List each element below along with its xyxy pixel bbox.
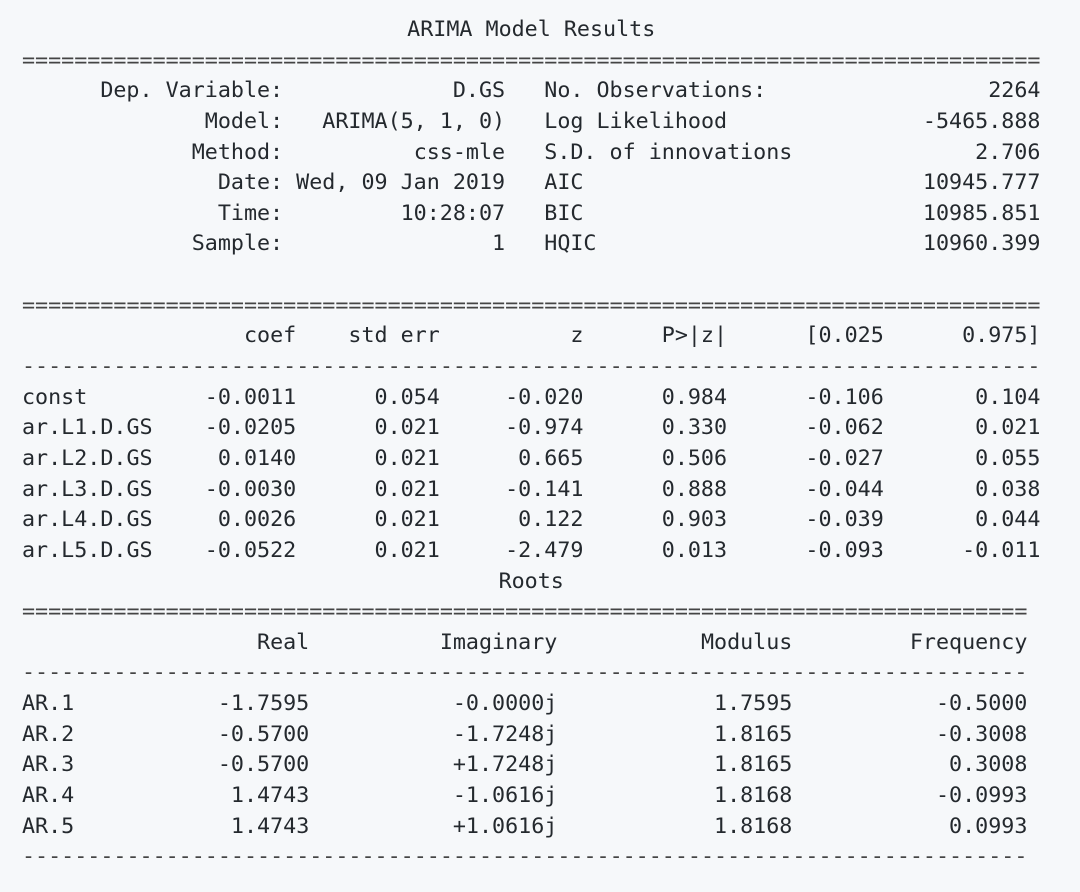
roots-cell: 1.8165 [714, 752, 793, 778]
coef-cell: 0.038 [975, 476, 1041, 502]
coef-header: z [570, 323, 584, 349]
coef-cell: -0.974 [505, 415, 584, 441]
coef-cell: 0.122 [518, 507, 584, 533]
coef-param-name: ar.L2.D.GS [22, 445, 153, 471]
root-name: AR.1 [22, 691, 75, 717]
coef-row [22, 413, 1040, 444]
arima-results-output [22, 15, 1040, 873]
summary-stat-value: -5465.888 [922, 108, 1041, 134]
coef-cell: -0.141 [505, 476, 584, 502]
roots-header-row [22, 628, 1040, 659]
coef-param-name: ar.L5.D.GS [22, 537, 153, 563]
coef-param-name: ar.L1.D.GS [22, 415, 153, 441]
roots-cell: -1.0616j [452, 783, 558, 809]
summary-stat-value: 2264 [988, 78, 1041, 104]
roots-cell: -0.0000j [452, 691, 558, 717]
summary-stat-label: BIC [544, 200, 584, 226]
root-name: AR.5 [22, 813, 75, 839]
summary-label: Time: [217, 200, 284, 226]
roots-cell: -0.5000 [935, 691, 1028, 717]
roots-cell: 0.0993 [949, 813, 1028, 839]
coef-cell: 0.888 [661, 476, 728, 502]
summary-label: Dep. Variable: [100, 78, 284, 104]
summary-row [22, 76, 1040, 107]
roots-row [22, 812, 1040, 843]
coef-row [22, 383, 1040, 414]
roots-header: Real [257, 629, 310, 655]
summary-row [22, 138, 1040, 169]
roots-cell: +1.0616j [452, 813, 558, 839]
coef-param-name: ar.L4.D.GS [22, 507, 153, 533]
coef-cell: 0.104 [975, 384, 1041, 410]
separator-double [22, 597, 1040, 628]
roots-cell: -0.5700 [217, 721, 310, 747]
roots-cell: 0.3008 [949, 752, 1028, 778]
coef-cell: 0.903 [661, 507, 728, 533]
root-name: AR.4 [22, 783, 75, 809]
summary-label: Method: [191, 139, 284, 165]
separator-double [22, 291, 1040, 322]
title-text: ARIMA Model Results [407, 17, 656, 42]
coef-cell: -0.062 [805, 415, 884, 441]
coef-cell: -0.0030 [204, 476, 297, 502]
roots-header: Modulus [700, 629, 793, 655]
coef-cell: -0.020 [505, 384, 584, 410]
summary-stat-label: AIC [544, 170, 584, 196]
root-name: AR.3 [22, 752, 75, 778]
separator-double-text: ============================================================================== [22, 47, 1041, 73]
summary-row [22, 168, 1040, 199]
summary-stat-value: 2.706 [975, 139, 1041, 165]
summary-stat-label: HQIC [544, 231, 597, 257]
roots-cell: 1.4743 [230, 813, 310, 839]
summary-stat-label: Log Likelihood [544, 108, 728, 134]
coef-cell: -2.479 [505, 537, 584, 563]
separator-single [22, 842, 1040, 873]
summary-stat-label: No. Observations: [544, 78, 767, 104]
roots-cell: 1.7595 [714, 691, 793, 717]
separator-double-text: ============================================================================= [22, 599, 1028, 625]
summary-value: Wed, 09 Jan 2019 [296, 170, 506, 196]
coef-cell: 0.055 [975, 445, 1041, 471]
coef-cell: 0.665 [518, 445, 584, 471]
separator-single [22, 658, 1040, 689]
coef-cell: -0.0205 [204, 415, 297, 441]
summary-label: Date: [217, 170, 284, 196]
coef-cell: 0.044 [975, 507, 1041, 533]
coef-cell: -0.093 [805, 537, 884, 563]
summary-row [22, 199, 1040, 230]
separator-single-text: ------------------------------------------------------------------------------ [22, 354, 1041, 380]
roots-cell: -0.3008 [935, 721, 1028, 747]
coef-cell: 0.0026 [217, 507, 297, 533]
separator-double [22, 46, 1040, 77]
roots-cell: -1.7248j [452, 721, 558, 747]
coef-cell: -0.106 [805, 384, 884, 410]
coef-header: std err [348, 323, 440, 349]
roots-title [22, 567, 1040, 598]
summary-stat-value: 10985.851 [922, 200, 1041, 226]
coef-cell: -0.011 [962, 537, 1041, 563]
summary-row [22, 107, 1040, 138]
coef-cell: 0.021 [374, 507, 440, 533]
summary-label: Sample: [191, 231, 284, 257]
coef-param-name: const [22, 384, 88, 410]
summary-label: Model: [204, 108, 284, 134]
summary-stat-value: 10960.399 [922, 231, 1041, 257]
roots-cell: 1.4743 [230, 783, 310, 809]
roots-cell: 1.8168 [714, 813, 793, 839]
coef-cell: 0.013 [661, 537, 728, 563]
coef-cell: 0.021 [975, 415, 1041, 441]
coef-cell: 0.021 [374, 415, 440, 441]
coef-row [22, 536, 1040, 567]
coef-cell: -0.039 [805, 507, 884, 533]
summary-value: 1 [492, 231, 506, 257]
roots-row [22, 720, 1040, 751]
coef-cell: -0.0011 [204, 384, 297, 410]
coef-row [22, 505, 1040, 536]
coef-header: coef [243, 323, 297, 349]
separator-single-text: ----------------------------------------------------------------------------- [22, 844, 1028, 870]
coef-header-row [22, 321, 1040, 352]
blank-line [22, 260, 1040, 291]
roots-cell: 1.8168 [714, 783, 793, 809]
coef-cell: 0.021 [374, 537, 440, 563]
coef-row [22, 475, 1040, 506]
roots-header: Imaginary [439, 629, 558, 655]
summary-stat-label: S.D. of innovations [544, 139, 793, 165]
roots-row [22, 750, 1040, 781]
coef-cell: 0.054 [374, 384, 440, 410]
separator-single [22, 352, 1040, 383]
root-name: AR.2 [22, 721, 75, 747]
results-title [22, 15, 1040, 46]
summary-stat-value: 10945.777 [922, 170, 1041, 196]
summary-value: 10:28:07 [400, 200, 506, 226]
roots-cell: 1.8165 [714, 721, 793, 747]
roots-cell: -0.0993 [935, 783, 1028, 809]
coef-cell: 0.984 [661, 384, 728, 410]
summary-value: css-mle [413, 139, 506, 165]
summary-value: ARIMA(5, 1, 0) [322, 108, 506, 134]
summary-row [22, 229, 1040, 260]
separator-single-text: ----------------------------------------------------------------------------- [22, 660, 1028, 686]
coef-header: P>|z| [661, 323, 728, 349]
roots-row [22, 781, 1040, 812]
coef-cell: -0.027 [805, 445, 884, 471]
roots-row [22, 689, 1040, 720]
coef-header: [0.025 [805, 323, 884, 349]
coef-cell: 0.0140 [217, 445, 297, 471]
roots-cell: +1.7248j [452, 752, 558, 778]
coef-cell: -0.044 [805, 476, 884, 502]
coef-row [22, 444, 1040, 475]
coef-cell: 0.021 [374, 476, 440, 502]
roots-title-text: Roots [498, 568, 564, 594]
coef-cell: 0.506 [661, 445, 728, 471]
roots-cell: -1.7595 [217, 691, 310, 717]
summary-value: D.GS [452, 78, 506, 104]
coef-param-name: ar.L3.D.GS [22, 476, 153, 502]
roots-header: Frequency [909, 629, 1028, 655]
coef-cell: 0.021 [374, 445, 440, 471]
coef-cell: -0.0522 [204, 537, 297, 563]
roots-cell: -0.5700 [217, 752, 310, 778]
separator-double-text: ============================================================================== [22, 292, 1041, 318]
coef-cell: 0.330 [661, 415, 728, 441]
coef-header: 0.975] [962, 323, 1041, 349]
